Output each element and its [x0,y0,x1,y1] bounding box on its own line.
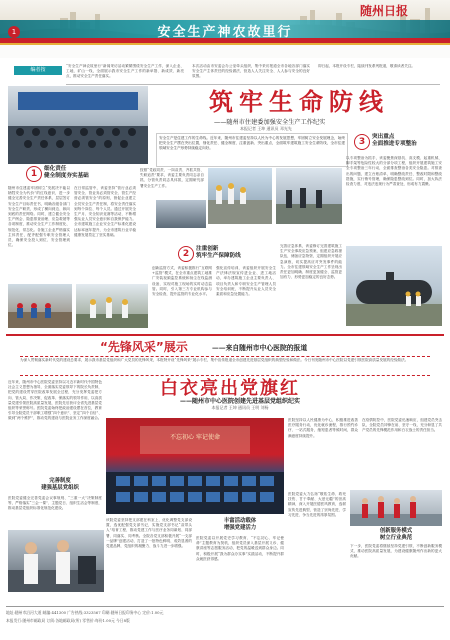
intro-column-1: “安全生产神农故里行”新闻采访活动紧紧围绕安全生产工作，深入企业、工地、矿山一线，全面展示我市安全生产工作的新举措、新成效、新亮点，推动安全生产责任落实。 [66,64,184,79]
body-col-3: 按照“党政同责、一岗双责、齐抓共管、失职追责”要求，该委主要负责同志亲自抓、分管负责同志具体抓，定期研究部署安全生产工作。 [140,168,204,188]
inspection-photo-2 [156,200,206,228]
doctors-photo [8,530,104,592]
column-header [100,338,380,354]
masthead-logo: 随州日报 [360,4,409,18]
page-title: 安全生产神农故里行 [157,25,293,40]
inspection-photo-3-scene [276,168,342,224]
site-photo-2-scene [76,284,148,328]
subsection-1-title: 完善制度 建强基层党组织 [41,478,79,491]
footer-rule [6,606,444,607]
body-col-5: 强化宣传培训，该委组织开展安全生产法律法规宣传进企业、进工地活动，举办建筑施工企业主要负责人、项目负责人和专职安全生产管理人员安全培训班，不断提升从业人员安全素质和应急处置能力。 [216,266,276,297]
body-col-6: 完善应急体系，该委修订完善建筑施工生产安全事故应急预案，组建应急救援队伍，储备应急物资，定期组织开展应急演练，切实提高应对突发事件的能力。全市住建领域安全生产工作呈现出责任更加明确、制度更加健全、监管更加有力、形势更加稳定的良好态势。 [280,244,342,280]
column-intro: 为深入贯彻落实新时代党的建设总要求，展示我市基层党组织和广大党员的先锋风采，本报特开设“先锋风采”展示专栏，集中宣传报道全市创建先进基层党组织的典型经验和做法。今日刊发随州市中心医院以党建引领医院高质量发展的经验做法。 [20,356,430,376]
lead-paragraph: 安全生产是住建工作的生命线。近年来，随州市住建委坚持以人民为中心的发展思想，牢固树立安全发展理念，始终把安全生产摆在突出位置，细化责任、健全制度、注重创新、突出重点，全面筑牢建筑施工安全生命防线，全市住建领域安全生产形势持续稳定向好。 [156,133,348,167]
stage-photo [106,418,284,514]
volunteer-photo [350,490,442,526]
bottom-body-col-2: 该院党委坚持把支部建在科室上，优化调整党支部设置，选优配强党支部书记，实施党支部书记“双带头人”培育工程，推动党建工作与医疗业务同谋划、同部署、同落实、同考核。全院各党支部积极开展“一支部一品牌”创建活动，打造了一批特色鲜明、成效显著的党建品牌，党组织的凝聚力、战斗力进一步增强。 [106,518,192,549]
tanker-photo-scene [346,246,442,326]
bottom-body-col-3: 医院党委以开展党史学习教育、“不忘初心、牢记使命”主题教育为契机，组织党员深入基层开展义诊、健康讲座等志愿服务活动，把党的温暖送到群众身边。同时，积极开展“我为群众办实事”实践活动，不断提升群众就医获得感。 [196,536,284,561]
page-number-badge: 1 [8,26,20,38]
bottom-subheadline: ——随州市中心医院创建先进基层党组织纪实 [179,398,300,405]
footer-info-2: 本报发行:随州市邮政局 订阅:各地邮政局(所) 零售价:每份1.00元 今日8版 [6,618,130,623]
bottom-headline: 白衣亮出党旗红 [160,378,300,399]
inspection-photo-1 [208,168,272,224]
stage-banner-text: 不忘初心 牢记使命 [170,434,220,441]
bottom-body-col-6: 医院党委大力弘扬“敬佑生命、救死扶伤、甘于奉献、大爱无疆”的崇高精神，深入开展医德医风教育，选树宣传先进典型，营造了崇尚先进、学习先进、争当先进的浓厚氛围。 [288,492,346,517]
bottom-body-col-1: 近年来，随州市中心医院党委坚持以习近平新时代中国特色社会主义思想为指导，全面落实党委领导下的院长负责制，把党的建设贯穿医院改革发展全过程，充分发挥党委把方向、管大局、作决策、促改革、保落实的领导作用，以高质量党建引领医院高质量发展，医院先后获评全省先进基层党组织等荣誉称号。医院党委始终把政治建设摆在首位，教育引导全院党员干部职工增强“四个意识”、坚定“四个自信”、做到“两个维护”，推动党的建设与医院业务工作深度融合。 [8,380,102,421]
section-1-number: 1 [26,166,42,182]
masthead-banner [0,0,450,58]
site-photo-1 [8,284,72,328]
story-separator [6,334,444,336]
bottom-body-col-7: 下一步，医院党委将继续坚持党建引领，不断创新服务模式，推动医院高质量发展，为建设健康随州作出新的更大贡献。 [350,544,442,559]
intro-box [30,64,440,85]
body-col-2: 在日常监管中，该委坚持“管行业必须管安全、管业务必须管安全、管生产经营必须管安全”的原则，督促企业建立全员安全生产责任制，将安全责任落实到每个岗位、每个人员。通过开展安全生产月、安全知识竞赛等活动，不断增强从业人员安全意识和自我保护能力。全市建筑施工企业安全生产标准化建设达标率逐年提升，为全市建筑行业平稳健康发展奠定了坚实基础。 [74,186,136,237]
section-2-number: 2 [178,246,194,262]
body-col-1: 随州市住建委牢固树立“发展决不能以牺牲安全为代价”的红线意识，进一步健全完善安全生产责任体系，层层签订安全生产目标责任书，明确各级各部门安全生产职责，形成了横向到边、纵向到底的责任网络。同时，建立健全安全生产例会、隐患排查治理、应急救援等各项制度，推动安全生产工作制度化、规范化、常态化。各施工企业严格落实主体责任，配齐配强专职安全管理人员，确保安全投入到位、安全管理到位。 [8,186,70,248]
body-col-right-top: 以专项整治为抓手，该委聚焦深基坑、高支模、起重机械、脚手架等危险性较大的分部分项工程，组织开展建筑施工安全专项整治三年行动，全面排查整治各类安全隐患。对排查出的问题，建立台账清单，明确整改责任、整改时限和整改措施，实行销号管理，确保隐患整改到位。同时，加大执法检查力度，对违法违规行为严肃查处，形成有力震慑。 [346,156,442,187]
section-3-number: 3 [354,134,370,150]
site-photo-1-scene [8,284,72,328]
bottom-body-col-4: 医院坚持以人民健康为中心，积极推进改善医疗服务行动，优化就诊流程，推行预约诊疗、一站式服务，缩短患者等候时间，群众满意度持续提升。 [288,418,358,438]
column-title: “先锋风采”展示 [100,340,188,354]
section-2-title: 注重创新 筑牢生产保障防线 [196,246,241,259]
inspection-photo-3 [276,168,342,224]
top-headline: 筑牢生命防线 [209,88,389,116]
bottom-body-col-5: 在疫情防控中，医院党委迅速响应，组建党员突击队，全院党员冲锋在前、坚守一线，充分彰显了共产党员的先锋模范作用和白衣战士的责任担当。 [362,418,442,433]
inspection-photo-1-scene [208,168,272,224]
body-col-4: 创新监管方式，该委积极推行“互联网+监管”模式，在全市重点建筑工地推广安装视频监控系统和扬尘在线监测设备，实现对施工现场的实时动态监管。同时，引入第三方专业机构参与安全检查，提升监管的专业化水平。 [152,266,212,297]
bottom-byline: 本报记者 王坤 通讯员 王明 刘杨 [211,405,269,410]
section-1-heading [30,166,144,184]
bottom-body-col-1b: 医院党委健全完善党委会议事规则、“三重一大”决策制度等，严格落实“三会一课”、主题党日、组织生活会等制度，推动基层党组织标准化规范化建设。 [8,496,102,511]
volunteer-photo-scene [350,490,442,526]
subsection-2-title: 丰富活动载体 增强党建活力 [223,518,257,531]
gold-stripe [0,43,450,45]
top-byline: 本报记者 王坤 通讯员 邓光先 [240,126,292,131]
meeting-photo [8,86,148,164]
editor-tag: 编者按 [14,66,62,75]
site-photo-2 [76,284,148,328]
column-subtitle: ——来自随州市中心医院的报道 [212,344,308,352]
intro-column-3: 即日起，本报开设专栏，陆续刊发系列报道，敬请读者关注。 [318,64,416,68]
section-1-title: 细化责任 健全制度夯实基础 [44,166,89,179]
section-3-heading [354,134,444,152]
meeting-photo-scene [8,86,148,164]
section-3-title: 突出重点 全面推进专项整治 [372,134,417,147]
tanker-photo [346,246,442,326]
intro-column-2: 本次活动由市安委会办公室牵头组织，集中采访报道全市各地各部门落实安全生产主体责任的经验做法，营造人人关注安全、人人参与安全的良好氛围。 [192,64,310,79]
top-headline-block [154,88,444,118]
subsection-3-title: 创新服务模式 树立行业典范 [379,528,413,541]
doctors-photo-scene [8,530,104,592]
top-subheadline: ——随州市住建委加强安全生产工作纪实 [214,119,326,126]
footer-info: 地址:随州市沿河大道 邮编:441300 广告热线:3323567 印刷:随州日报印务中心 定价:1.00元 [6,610,164,615]
